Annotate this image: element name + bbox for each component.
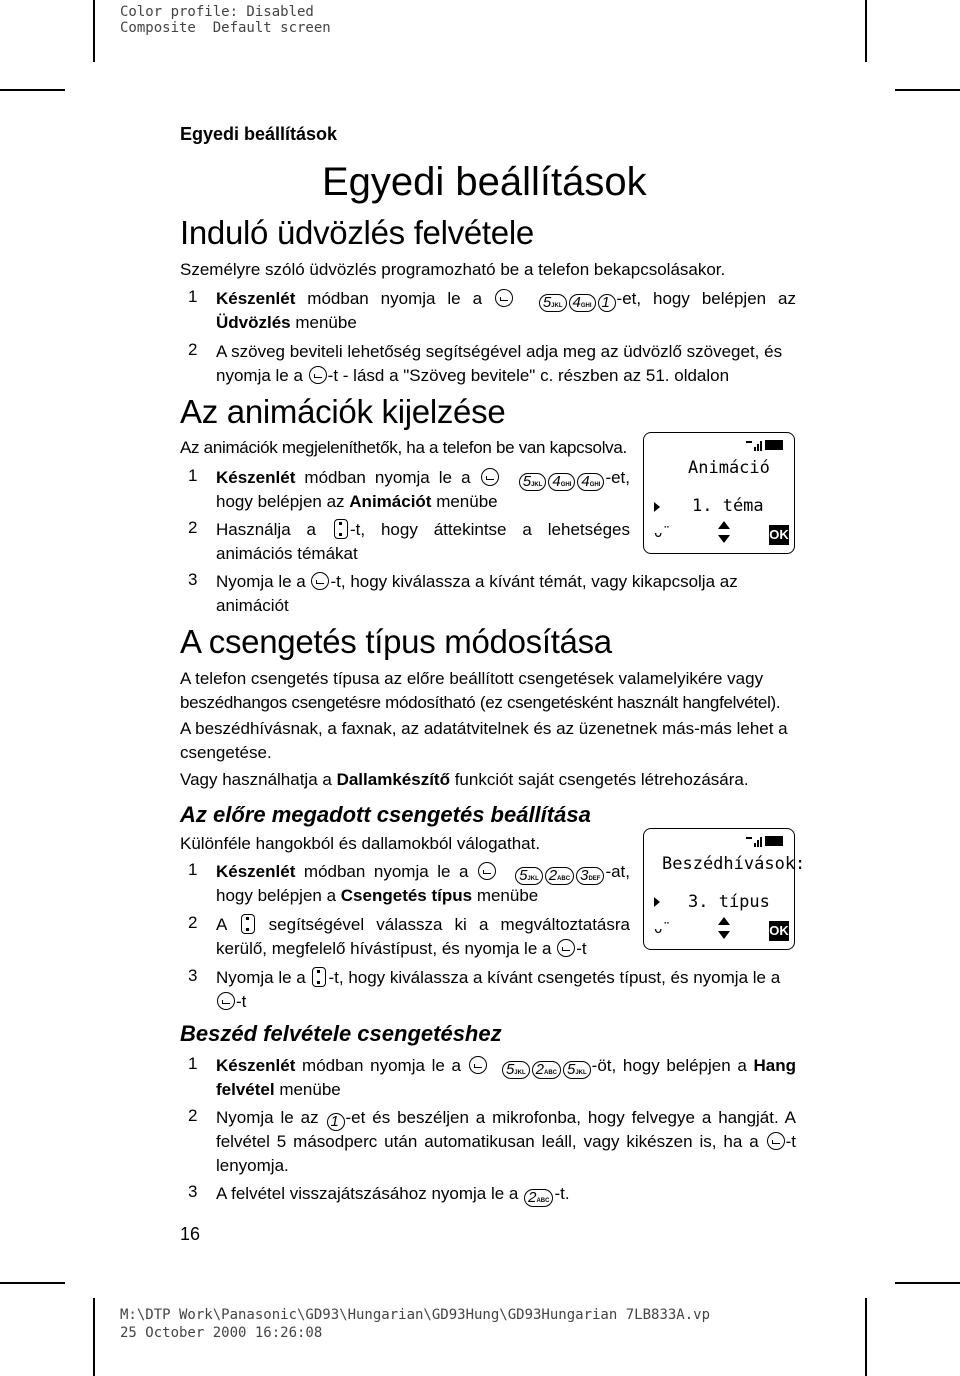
lcd-display-ring <box>643 828 806 950</box>
key-5-icon: 5JKL <box>563 1061 591 1079</box>
animation-step-2: 2 Használja a -t, hogy áttekintse a lehetséges animációs témákat <box>188 518 630 563</box>
step-number: 1 <box>188 860 198 879</box>
mode-label: Készenlét <box>216 468 296 487</box>
ring-type-para2-line1: A beszédhívásnak, a faxnak, az adatátvitelnek és az üzenetnek más-más lehet a <box>180 719 788 738</box>
animation-step-1: 1 Készenlét módban nyomja le a 5JKL 4GHI 4GHI -et, hogy belépjen az Animációt menübe <box>188 466 630 511</box>
key-4-icon: 4GHI <box>577 473 604 491</box>
preset-ring-step-3: 3 Nyomja le a -t, hogy kiválassza a kívánt csengetés típust, és nyomja le a -t <box>188 966 781 1011</box>
pointer-icon <box>654 897 660 907</box>
softkey-icon <box>557 939 575 957</box>
softkey-icon <box>309 366 327 384</box>
key-3-icon: 3DEF <box>576 867 604 885</box>
voice-step-2: 2 Nyomja le az 1 -et és beszéljen a mikrofonba, hogy felvegye a hangját. A felvétel 5 másodperc után automatikusan leáll, vagy kikészen is, ha a -t lenyomja. <box>188 1106 796 1175</box>
ring-type-para3: Vagy használhatja a Dallamkészítő funkciót saját csengetés létrehozására. <box>180 770 749 789</box>
crop-mark <box>895 1282 960 1284</box>
softkey-icon <box>469 1056 487 1074</box>
welcome-intro: Személyre szóló üdvözlés programozható be a telefon bekapcsolásakor. <box>180 260 726 279</box>
lcd-item: 3. típus <box>688 892 770 912</box>
heading-preset-ring: Az előre megadott csengetés beállítása <box>180 802 591 827</box>
step-number: 1 <box>188 1054 198 1073</box>
menu-label: felvétel <box>216 1080 275 1099</box>
step-number: 2 <box>188 1106 198 1125</box>
softkey-icon <box>217 992 235 1010</box>
nav-key-icon <box>312 967 326 987</box>
step-number: 1 <box>188 287 198 306</box>
ring-type-para1-line1: A telefon csengetés típusa az előre beállított csengetések valamelyikére vagy <box>180 669 764 688</box>
key-2-icon: 2ABC <box>545 867 574 885</box>
print-footer-line2: 25 October 2000 16:26:08 <box>120 1325 323 1341</box>
step-number: 3 <box>188 966 198 985</box>
heading-animation: Az animációk kijelzése <box>180 393 506 430</box>
key-2-icon: 2ABC <box>524 1189 553 1207</box>
nav-key-icon <box>241 914 255 934</box>
animation-intro: Az animációk megjeleníthetők, ha a telefon be van kapcsolva. <box>180 438 627 457</box>
key-4-icon: 4GHI <box>569 294 596 312</box>
step-number: 1 <box>188 466 198 485</box>
heading-ring-type: A csengetés típus módosítása <box>180 623 612 660</box>
key-1-icon: 1 <box>598 294 616 312</box>
preset-ring-intro: Különféle hangokból és dallamokból válogathat. <box>180 834 541 853</box>
step-number: 2 <box>188 518 198 537</box>
menu-label: Animációt <box>349 492 432 511</box>
lcd-display-animation <box>643 432 795 554</box>
lcd-title: Beszédhívások: <box>662 854 806 874</box>
crop-mark <box>93 1298 95 1376</box>
crop-mark <box>93 0 95 62</box>
heading-welcome: Induló üdvözlés felvétele <box>180 214 534 251</box>
softkey-icon <box>481 468 499 486</box>
preset-ring-step-2: 2 A segítségével válassza ki a megváltoztatásra kerülő, megfelelő hívástípust, és nyomja le a -t <box>188 913 631 958</box>
lcd-item: 1. téma <box>692 496 764 516</box>
page-title: Egyedi beállítások <box>322 160 647 204</box>
ok-softkey: OK <box>769 921 789 941</box>
menu-label: Csengetés típus <box>340 886 473 905</box>
crop-mark <box>0 89 65 91</box>
key-5-icon: 5JKL <box>519 473 547 491</box>
key-1-icon: 1 <box>327 1113 345 1131</box>
softkey-icon <box>478 862 496 880</box>
signal-battery-icon <box>746 439 786 451</box>
step-number: 3 <box>188 570 198 589</box>
face-icon: ᴗ̈ <box>654 525 663 541</box>
heading-voice-record: Beszéd felvétele csengetéshez <box>180 1021 502 1046</box>
crop-mark <box>865 0 867 62</box>
step-number: 2 <box>188 913 198 932</box>
ring-type-para1-line2: beszédhangos csengetésre módosítható (ez csengetésként használt hangfelvétel). <box>180 693 781 712</box>
print-header-line2: Composite Default screen <box>120 20 331 36</box>
page-number: 16 <box>180 1224 201 1244</box>
voice-step-1: 1 Készenlét módban nyomja le a 5JKL 2ABC 5JKL -öt, hogy belépjen a Hang felvétel menübe <box>188 1054 796 1099</box>
mode-label: Készenlét <box>216 289 296 308</box>
crop-mark <box>0 1282 65 1284</box>
key-4-icon: 4GHI <box>548 473 575 491</box>
signal-battery-icon <box>746 835 786 847</box>
mode-label: Készenlét <box>216 862 296 881</box>
animation-step-3: 3 Nyomja le a -t, hogy kiválassza a kívánt témát, vagy kikapcsolja az animációt <box>188 570 738 615</box>
voice-step-3: 3 A felvétel visszajátszásához nyomja le a 2ABC -t. <box>188 1182 570 1206</box>
section-header: Egyedi beállítások <box>180 124 338 144</box>
print-footer-line1: M:\DTP Work\Panasonic\GD93\Hungarian\GD93Hung\GD93Hungarian 7LB833A.vp <box>120 1307 711 1323</box>
softkey-icon <box>495 289 513 307</box>
lcd-title: Animáció <box>688 458 770 478</box>
key-5-icon: 5JKL <box>539 294 567 312</box>
ok-softkey: OK <box>769 525 789 545</box>
mode-label: Készenlét <box>216 1056 296 1075</box>
crop-mark <box>895 89 960 91</box>
pointer-icon <box>654 502 660 512</box>
step-number: 3 <box>188 1182 198 1201</box>
softkey-icon <box>767 1132 785 1150</box>
preset-ring-step-1: 1 Készenlét módban nyomja le a 5JKL 2ABC 3DEF -at, hogy belépjen a Csengetés típus menübe <box>188 860 630 905</box>
face-icon: ᴗ̈ <box>654 921 663 937</box>
welcome-step-2: 2 A szöveg beviteli lehetőség segítségével adja meg az üdvözlő szöveget, és nyomja le a -t - lásd a "Szöveg bevitele" c. részben az 51. oldalon <box>188 340 783 385</box>
menu-label: Üdvözlés <box>216 313 291 332</box>
key-5-icon: 5JKL <box>502 1061 530 1079</box>
scroll-arrows-icon <box>718 917 730 943</box>
ring-type-para2-line2: csengetése. <box>180 743 272 762</box>
welcome-step-1: 1 Készenlét módban nyomja le a 5JKL 4GHI 1 -et, hogy belépjen az Üdvözlés menübe <box>188 287 796 332</box>
step-number: 2 <box>188 340 198 359</box>
softkey-icon <box>311 572 329 590</box>
print-header-line1: Color profile: Disabled <box>120 4 314 20</box>
nav-key-icon <box>334 519 348 539</box>
crop-mark <box>865 1298 867 1376</box>
key-5-icon: 5JKL <box>515 867 543 885</box>
key-2-icon: 2ABC <box>532 1061 561 1079</box>
scroll-arrows-icon <box>718 521 730 547</box>
